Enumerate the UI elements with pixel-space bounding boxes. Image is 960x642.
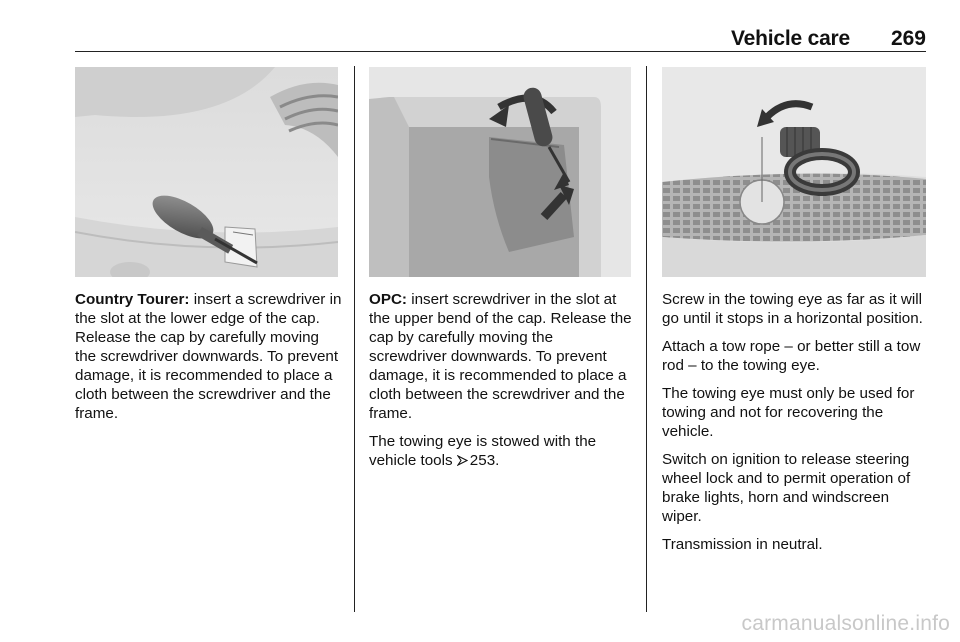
page-number: 269 bbox=[890, 27, 926, 50]
illustration-towing-eye bbox=[662, 67, 926, 277]
paragraph: Screw in the towing eye as far as it will go until it stops in a horizontal position. bbox=[662, 291, 923, 327]
paragraph: Switch on ignition to release steering wheel lock and to permit operation of brake lights, horn and windscreen wiper. bbox=[662, 451, 911, 525]
column-towing-eye bbox=[662, 290, 930, 563]
illustration-opc bbox=[369, 67, 631, 277]
paragraph: Attach a tow rope – or better still a tow rod – to the towing eye. bbox=[662, 338, 921, 374]
illustration-country-tourer bbox=[75, 67, 338, 277]
paragraph: Transmission in neutral. bbox=[662, 536, 823, 553]
column-divider-1 bbox=[354, 66, 355, 612]
header-rule bbox=[75, 51, 926, 52]
cross-reference-page[interactable]: 253. bbox=[469, 452, 500, 469]
header-title: Vehicle care bbox=[730, 27, 850, 50]
paragraph: Country Tourer: insert a screwdriver in the slot at the lower edge of the cap. Release the cap by carefully moving the screwdriver downwards. To prevent damage, it is recommended to place a cloth between the screwdriver and the frame. bbox=[75, 291, 342, 422]
paragraph: OPC: insert screwdriver in the slot at the upper bend of the cap. Release the cap by carefully moving the screwdriver downwards. To prevent damage, it is recommended to place a cloth between the screwdriver and the frame. bbox=[369, 291, 632, 422]
column-divider-2 bbox=[646, 66, 647, 612]
column-country-tourer bbox=[75, 290, 343, 432]
paragraph: The towing eye must only be used for towing and not for recovering the vehicle. bbox=[662, 385, 915, 440]
lead-label: OPC: bbox=[369, 291, 407, 308]
lead-label: Country Tourer: bbox=[75, 291, 190, 308]
column-opc bbox=[369, 290, 633, 479]
cross-reference-arrow-icon bbox=[457, 455, 468, 466]
paragraph: The towing eye is stowed with the vehicle tools 253. bbox=[369, 433, 597, 469]
watermark: carmanualsonline.info bbox=[741, 612, 950, 635]
